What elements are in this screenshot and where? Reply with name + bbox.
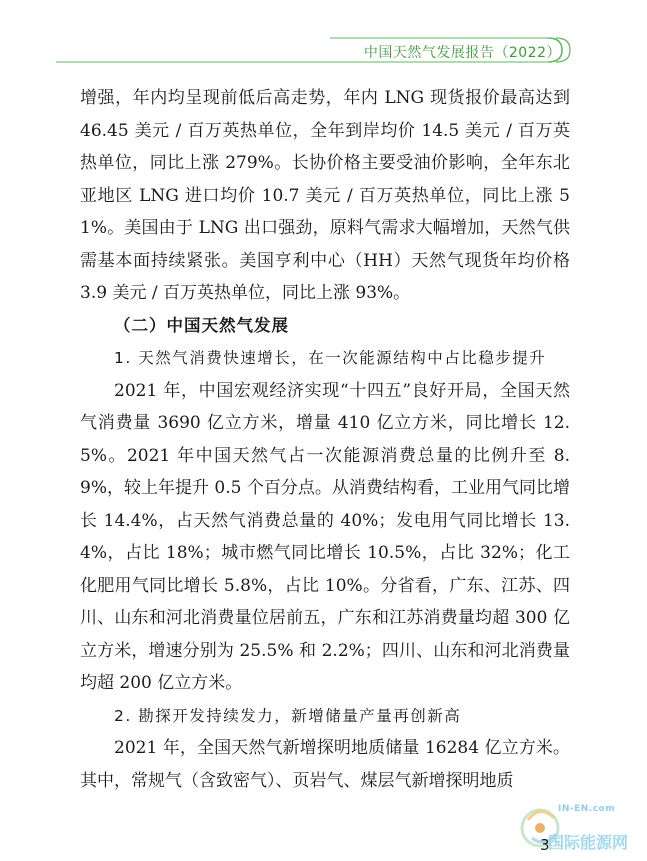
- main-content: [80, 82, 570, 797]
- page-number: 3: [540, 836, 550, 854]
- sub-heading-1: 1. 天然气消费快速增长，在一次能源结构中占比稳步提升: [114, 349, 547, 367]
- section-heading: （二）中国天然气发展: [114, 315, 289, 335]
- sub-heading-2: 2. 勘探开发持续发力，新增储量产量再创新高: [114, 706, 462, 725]
- page-header: [0, 0, 647, 80]
- watermark-name: 国际能源网: [548, 833, 629, 852]
- body-paragraph-2: 2021 年，中国宏观经济实现“十四五”良好开局，全国天然气消费量 3690 亿立方米，增量 410 亿立方米，同比增长 12.5%。2021 年中国天然气占一次能源消费总量的比例升至 8.9%，较上年提升 0.5 个百分点。从消费结构看，工业用气同比增长 14.4%，占天然气消费总量的 40%；发电用气同比增长 13.4%，占比 18%；城市燃气同比增长 10.5%，占比 32%；化工化肥用气同比增长 5.8%，占比 10%。分省看，广东、江苏、四川、山东和河北消费量位居前五，广东和江苏消费量均超 300 亿立方米，增速分别为 25.5% 和 2.2%；四川、山东和河北消费量均超 200 亿立方米。: [80, 380, 570, 693]
- header-decoration: [0, 0, 647, 80]
- body-paragraph-3: 2021 年，全国天然气新增探明地质储量 16284 亿立方米。其中，常规气（含致密气）、页岩气、煤层气新增探明地质: [80, 738, 570, 791]
- watermark-domain: IN-EN.com: [558, 804, 616, 814]
- watermark-logo: [510, 790, 647, 861]
- report-title: 中国天然气发展报告（2022）: [363, 45, 561, 61]
- body-paragraph-1: 增强，年内均呈现前低后高走势，年内 LNG 现货报价最高达到 46.45 美元 / 百万英热单位，全年到岸均价 14.5 美元 / 百万英热单位，同比上涨 279%。长协价格主要受油价影响，全年东北亚地区 LNG 进口均价 10.7 美元 / 百万英热单位，同比上涨 51%。美国由于 LNG 出口强劲，原料气需求大幅增加，天然气供需基本面持续紧张。美国亨利中心（HH）天然气现货年均价格 3.9 美元 / 百万英热单位，同比上涨 93%。: [80, 88, 570, 303]
